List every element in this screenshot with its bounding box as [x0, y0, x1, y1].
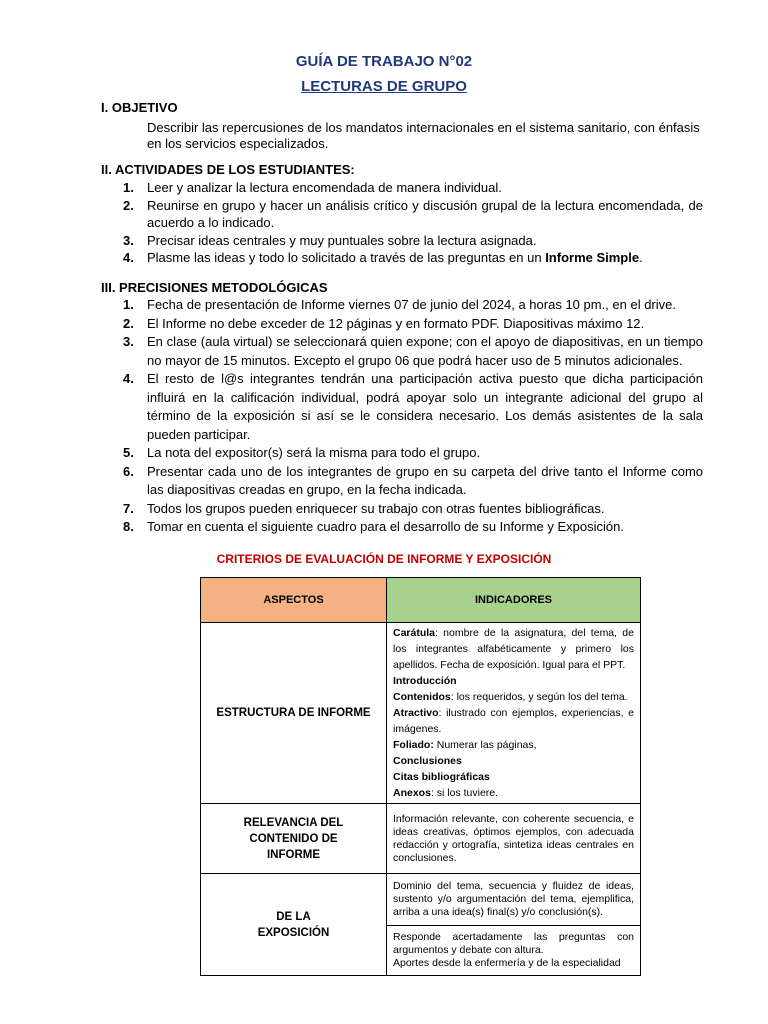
indicator-line: [393, 689, 634, 705]
criterios-title: CRITERIOS DE EVALUACIÓN DE INFORME Y EXPOSICIÓN: [216, 552, 552, 566]
indicator-text: : nombre de la asignatura, del tema, de los integrantes alfabéticamente y primero los apellidos. Fecha de exposición. Igual para el PPT.: [393, 627, 634, 671]
indicator-label: Citas bibliográficas: [393, 771, 490, 783]
indicator-label: Atractivo: [393, 707, 439, 719]
item-text: En clase (aula virtual) se seleccionará quien expone; con el apoyo de diapositivas, en un tiempo no mayor de 15 minutos. Excepto el grupo 06 que podrá hacer uso de 5 minutos adicionales.: [147, 334, 703, 368]
aspect-relevancia: [201, 804, 387, 874]
indicator-text: : si los tuviere.: [430, 787, 499, 799]
list-item: [101, 296, 703, 315]
item-text: Precisar ideas centrales y muy puntuales sobre la lectura asignada.: [147, 232, 537, 248]
indicator-label: Foliado:: [393, 739, 434, 751]
item-number: 7.: [123, 500, 134, 516]
list-item: [101, 179, 703, 197]
indicators-relevancia: Información relevante, con coherente secuencia, e ideas creativas, óptimos ejemplos, con adecuada redacción y ortografía, sintetiza ideas centrales en conclusiones.: [387, 804, 641, 874]
item-text-part: Plasme las ideas y todo lo solicitado a través de las preguntas en un: [147, 250, 546, 265]
list-item: [101, 232, 703, 250]
list-item: [101, 197, 703, 232]
objetivo-heading: I. OBJETIVO: [101, 100, 178, 115]
actividades-list: [101, 179, 703, 267]
indicator-line: [393, 769, 634, 785]
actividades-heading: II. ACTIVIDADES DE LOS ESTUDIANTES:: [101, 162, 355, 177]
list-item: [101, 500, 703, 519]
item-number: 1.: [123, 297, 134, 312]
table-row: [201, 874, 641, 926]
list-item: [101, 463, 703, 500]
item-number: 2.: [123, 197, 134, 213]
header-aspectos: ASPECTOS: [201, 578, 387, 623]
table-header-row: [201, 578, 641, 623]
aspect-exposicion: [201, 874, 387, 976]
indicator-line: [393, 785, 634, 801]
header-indicadores: INDICADORES: [387, 578, 641, 623]
aspect-line: CONTENIDO DE: [249, 832, 338, 845]
item-number: 4.: [123, 250, 134, 265]
item-text: El Informe no debe exceder de 12 páginas y en formato PDF. Diapositivas máximo 12.: [147, 315, 645, 331]
list-item: [101, 315, 703, 334]
item-number: 5.: [123, 445, 134, 460]
table-row: [201, 804, 641, 874]
indicator-line: [393, 673, 634, 689]
aspect-line: RELEVANCIA DEL: [243, 816, 344, 829]
indicator-label: Anexos: [393, 787, 431, 799]
precisiones-heading: III. PRECISIONES METODOLÓGICAS: [101, 280, 328, 295]
item-text: Presentar cada uno de los integrantes de grupo en su carpeta del drive tanto el Informe como las diapositivas creadas en grupo, en la fecha indicada.: [147, 463, 703, 497]
indicator-label: Carátula: [393, 627, 436, 639]
indicators-exposicion-1: Dominio del tema, secuencia y fluidez de ideas, sustento y/o argumentación del tema, ejemplifica, arriba a una idea(s) final(s) y/o conclusión(s).: [387, 874, 641, 926]
list-item: [101, 370, 703, 444]
item-number: 8.: [123, 519, 134, 534]
item-text: Leer y analizar la lectura encomendada de manera individual.: [147, 180, 502, 195]
list-item: [101, 333, 703, 370]
criterios-table: [200, 577, 641, 976]
item-text: Todos los grupos pueden enriquecer su trabajo con otras fuentes bibliográficas.: [147, 500, 605, 516]
list-item: [101, 249, 703, 267]
item-text-bold: Informe Simple: [545, 250, 640, 265]
precisiones-list: [101, 296, 703, 537]
indicator-line: [393, 625, 634, 673]
item-number: 1.: [123, 180, 134, 195]
document-subtitle: LECTURAS DE GRUPO: [301, 78, 467, 95]
indicator-text: Aportes desde la enfermería y de la especialidad: [393, 957, 621, 969]
indicator-line: [393, 753, 634, 769]
objetivo-text: Describir las repercusiones de los mandatos internacionales en el sistema sanitario, con énfasis en los servicios especializados.: [147, 120, 700, 151]
item-text: El resto de l@s integrantes tendrán una participación activa puesto que dicha participación influirá en la calificación individual, podrá apoyar solo un integrante adicional del grupo al término de la exposición si así se le considera necesario. Los demás asistentes de la sala pueden participar.: [147, 371, 703, 442]
indicator-text: : los requeridos, y según los del tema.: [450, 691, 628, 703]
item-number: 3.: [123, 232, 134, 248]
indicator-text: : ilustrado con ejemplos, experiencias, e imágenes.: [393, 707, 634, 735]
indicator-text: Numerar las páginas,: [433, 739, 537, 751]
indicator-label: Contenidos: [393, 691, 451, 703]
aspect-estructura: ESTRUCTURA DE INFORME: [201, 623, 387, 804]
item-number: 2.: [123, 315, 134, 331]
list-item: [101, 444, 703, 463]
item-number: 4.: [123, 371, 134, 386]
item-text: Tomar en cuenta el siguiente cuadro para el desarrollo de su Informe y Exposición.: [147, 519, 624, 534]
indicator-line: [393, 737, 634, 753]
indicator-line: [393, 705, 634, 737]
aspect-line: EXPOSICIÓN: [257, 926, 330, 939]
item-text: Fecha de presentación de Informe viernes 07 de junio del 2024, a horas 10 pm., en el drive.: [147, 297, 676, 312]
indicators-estructura: [387, 623, 641, 804]
item-text-part: .: [639, 250, 643, 265]
indicator-label: Conclusiones: [393, 755, 462, 767]
aspect-line: INFORME: [266, 848, 321, 861]
list-item: [101, 518, 703, 537]
item-number: 3.: [123, 334, 134, 349]
aspect-line: DE LA: [276, 910, 311, 923]
item-text: [147, 249, 703, 267]
document-title: GUÍA DE TRABAJO N°02: [295, 53, 473, 70]
item-number: 6.: [123, 463, 134, 479]
table-row: [201, 623, 641, 804]
item-text: La nota del expositor(s) será la misma para todo el grupo.: [147, 445, 481, 460]
indicators-exposicion-2: [387, 926, 641, 976]
item-text: Reunirse en grupo y hacer un análisis crítico y discusión grupal de la lectura encomendada, de acuerdo a lo indicado.: [147, 197, 703, 230]
indicator-label: Introducción: [393, 675, 457, 687]
indicator-text: Responde acertadamente las preguntas con argumentos y debate con altura.: [393, 931, 634, 956]
